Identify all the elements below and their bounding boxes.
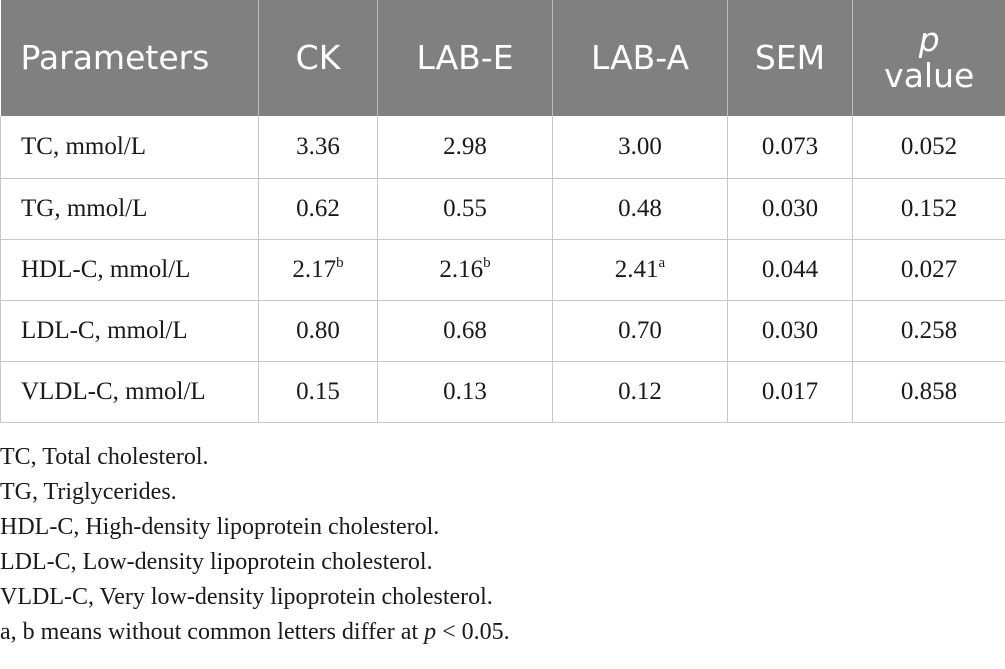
cell-ck bbox=[259, 362, 378, 423]
footnote-vldl: VLDL-C, Very low-density lipoprotein cholesterol. bbox=[0, 584, 493, 610]
cell-p: 0.858 bbox=[853, 362, 1005, 423]
table-row bbox=[1, 116, 1005, 179]
table-footnotes bbox=[0, 440, 1005, 650]
header-lab-a: LAB-A bbox=[553, 0, 728, 116]
cell-p: 0.052 bbox=[853, 116, 1005, 179]
table-row bbox=[1, 362, 1005, 423]
cell-value: 0.48 bbox=[618, 195, 662, 222]
cell-value: 3.36 bbox=[296, 133, 340, 160]
cell-value: 0.70 bbox=[618, 317, 662, 344]
cell-lab-a bbox=[553, 240, 728, 301]
cell-ck bbox=[259, 301, 378, 362]
cell-lab-e bbox=[378, 179, 553, 240]
cell-value: 0.55 bbox=[443, 195, 487, 222]
cell-lab-e bbox=[378, 240, 553, 301]
cell-superscript: a bbox=[658, 255, 666, 271]
cell-value: 0.62 bbox=[296, 195, 340, 222]
footnote-ldl: LDL-C, Low-density lipoprotein cholesterol. bbox=[0, 549, 433, 575]
footnote-tc: TC, Total cholesterol. bbox=[0, 444, 209, 470]
cell-value: 2.98 bbox=[443, 133, 487, 160]
footnote-significance bbox=[0, 615, 1005, 650]
cell-lab-a bbox=[553, 179, 728, 240]
cell-sem: 0.017 bbox=[728, 362, 853, 423]
table-header bbox=[1, 0, 1005, 116]
cell-sem: 0.030 bbox=[728, 301, 853, 362]
cell-lab-e bbox=[378, 116, 553, 179]
header-ck: CK bbox=[259, 0, 378, 116]
header-value-word: value bbox=[884, 56, 975, 95]
cell-lab-a bbox=[553, 362, 728, 423]
header-row bbox=[1, 0, 1005, 116]
footnote-tg: TG, Triglycerides. bbox=[0, 479, 177, 505]
cell-value: 0.68 bbox=[443, 317, 487, 344]
cell-value: 0.12 bbox=[618, 378, 662, 405]
header-sem: SEM bbox=[728, 0, 853, 116]
header-parameters: Parameters bbox=[1, 0, 259, 116]
footnote-significance-suffix: < 0.05. bbox=[436, 619, 510, 645]
cell-ck bbox=[259, 240, 378, 301]
table-row bbox=[1, 301, 1005, 362]
footnote-significance-p: p bbox=[424, 619, 437, 645]
cell-superscript: b bbox=[483, 255, 491, 271]
cell-parameter: LDL-C, mmol/L bbox=[1, 301, 259, 362]
cell-parameter: TG, mmol/L bbox=[1, 179, 259, 240]
header-lab-e: LAB-E bbox=[378, 0, 553, 116]
cell-value: 2.17 bbox=[292, 256, 337, 283]
cell-parameter: TC, mmol/L bbox=[1, 116, 259, 179]
footnote-significance-prefix: a, b means without common letters differ at bbox=[0, 619, 425, 645]
header-p-value bbox=[853, 0, 1005, 116]
cell-p: 0.258 bbox=[853, 301, 1005, 362]
cell-parameter: VLDL-C, mmol/L bbox=[1, 362, 259, 423]
table-row bbox=[1, 240, 1005, 301]
cell-sem: 0.073 bbox=[728, 116, 853, 179]
table-row bbox=[1, 179, 1005, 240]
cell-parameter: HDL-C, mmol/L bbox=[1, 240, 259, 301]
cell-lab-e bbox=[378, 301, 553, 362]
cell-value: 0.13 bbox=[443, 378, 487, 405]
cell-sem: 0.030 bbox=[728, 179, 853, 240]
cell-value: 2.16 bbox=[439, 256, 484, 283]
cell-superscript: b bbox=[336, 255, 344, 271]
header-p-letter: p bbox=[918, 20, 940, 59]
cell-ck bbox=[259, 179, 378, 240]
cell-sem: 0.044 bbox=[728, 240, 853, 301]
cell-lab-e bbox=[378, 362, 553, 423]
footnote-hdl: HDL-C, High-density lipoprotein cholesterol. bbox=[0, 514, 440, 540]
cell-p: 0.152 bbox=[853, 179, 1005, 240]
cell-value: 2.41 bbox=[614, 256, 659, 283]
cell-p: 0.027 bbox=[853, 240, 1005, 301]
cell-lab-a bbox=[553, 116, 728, 179]
table-body bbox=[1, 116, 1005, 423]
cell-value: 0.80 bbox=[296, 317, 340, 344]
cell-lab-a bbox=[553, 301, 728, 362]
cell-value: 3.00 bbox=[618, 133, 662, 160]
cell-ck bbox=[259, 116, 378, 179]
cell-value: 0.15 bbox=[296, 378, 340, 405]
